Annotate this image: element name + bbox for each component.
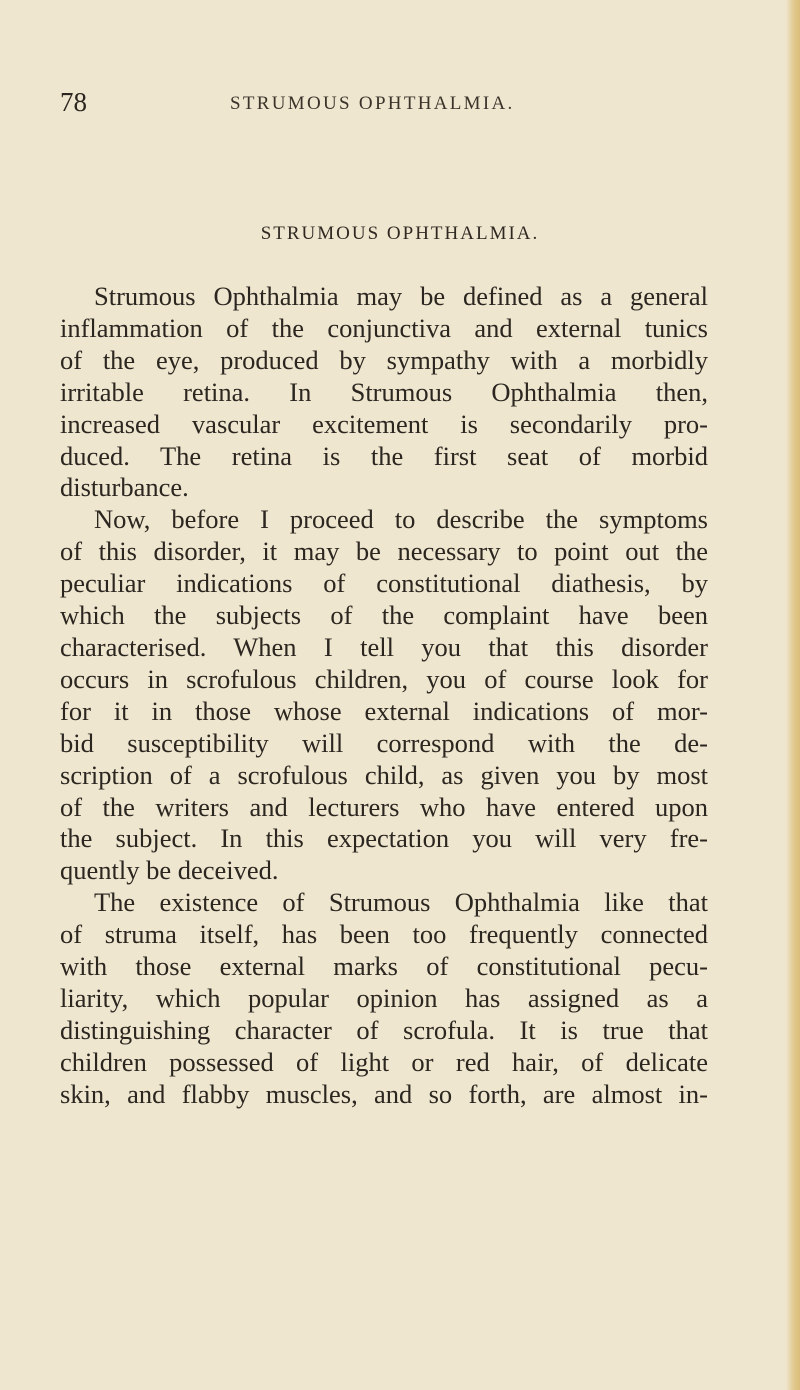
text-line: occurs in scrofulous children, you of course look for xyxy=(60,663,708,694)
running-head xyxy=(60,86,760,118)
text-line: of the writers and lecturers who have entered upon xyxy=(60,791,708,822)
text-line: irritable retina. In Strumous Ophthalmia then, xyxy=(60,376,708,407)
text-line: of the eye, produced by sympathy with a morbidly xyxy=(60,344,708,375)
text-line: duced. The retina is the first seat of morbid xyxy=(60,440,708,471)
text-line: bid susceptibility will correspond with the de- xyxy=(60,727,708,758)
text-line: of struma itself, has been too frequently connected xyxy=(60,919,708,950)
text-line: Now, before I proceed to describe the symptoms xyxy=(94,504,708,535)
text-line: distinguishing character of scrofula. It is true that xyxy=(60,1014,708,1045)
text-line: for it in those whose external indications of mor- xyxy=(60,695,708,726)
text-line: the subject. In this expectation you will very fre- xyxy=(60,823,708,854)
text-line: disturbance. xyxy=(60,472,189,503)
text-line: peculiar indications of constitutional diathesis, by xyxy=(60,568,708,599)
text-line: children possessed of light or red hair, of delicate xyxy=(60,1046,708,1077)
text-line: increased vascular excitement is secondarily pro- xyxy=(60,408,708,439)
running-title: STRUMOUS OPHTHALMIA. xyxy=(230,93,515,114)
body-text xyxy=(60,281,708,1111)
text-line: scription of a scrofulous child, as given you by most xyxy=(60,759,708,790)
text-line: characterised. When I tell you that this disorder xyxy=(60,631,708,662)
text-line: of this disorder, it may be necessary to point out the xyxy=(60,536,708,567)
page-edge-shadow xyxy=(786,0,800,1390)
text-line: Strumous Ophthalmia may be defined as a general xyxy=(94,281,708,311)
text-line: The existence of Strumous Ophthalmia like that xyxy=(94,887,708,918)
text-line: which the subjects of the complaint have been xyxy=(60,600,708,631)
text-line: inflammation of the conjunctiva and external tunics xyxy=(60,312,708,343)
section-heading: STRUMOUS OPHTHALMIA. xyxy=(260,223,540,244)
text-line: liarity, which popular opinion has assigned as a xyxy=(60,982,708,1013)
text-line: skin, and flabby muscles, and so forth, are almost in- xyxy=(60,1078,708,1109)
text-line: quently be deceived. xyxy=(60,855,279,886)
page-number: 78 xyxy=(60,87,87,117)
text-line: with those external marks of constitutional pecu- xyxy=(60,951,708,982)
